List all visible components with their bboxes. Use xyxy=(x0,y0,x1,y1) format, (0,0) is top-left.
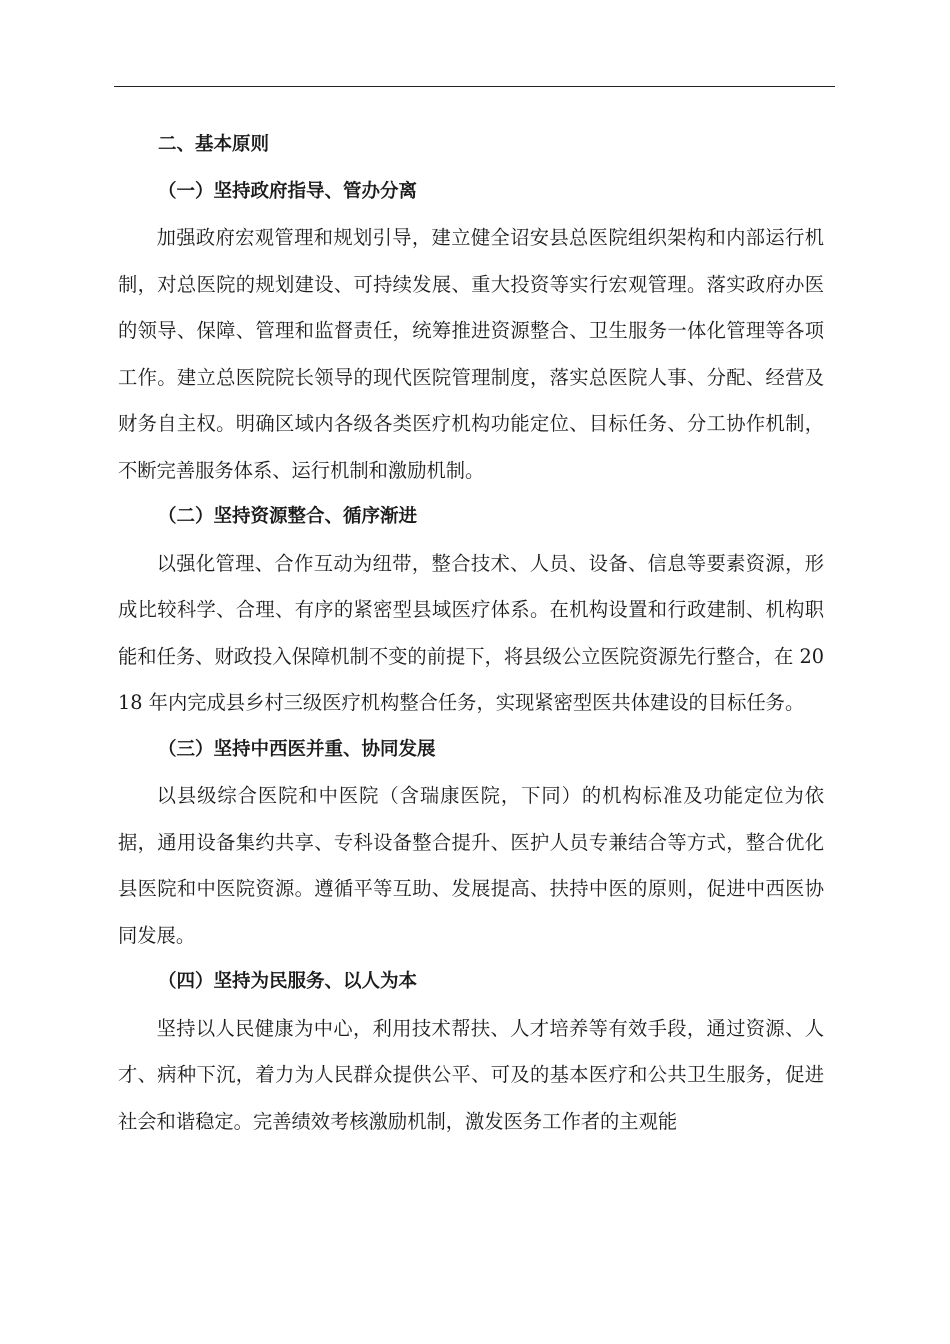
paragraph-3: 以县级综合医院和中医院（含瑞康医院，下同）的机构标准及功能定位为依据，通用设备集约共享、专科设备整合提升、医护人员专兼结合等方式，整合优化县医院和中医院资源。遵循平等互助、发展提高、扶持中医的原则，促进中西医协同发展。 xyxy=(118,784,824,947)
subsection-heading-2: （二）坚持资源整合、循序渐进 xyxy=(158,506,418,527)
paragraph-2: 以强化管理、合作互动为纽带，整合技术、人员、设备、信息等要素资源，形成比较科学、合理、有序的紧密型县域医疗体系。在机构设置和行政建制、机构职能和任务、财政投入保障机制不变的前提下，将县级公立医院资源先行整合，在 2018 年内完成县乡村三级医疗机构整合任务，实现紧密型医共体建设的目标任务。 xyxy=(118,551,824,714)
header-rule xyxy=(114,86,835,87)
paragraph-1: 加强政府宏观管理和规划引导，建立健全诏安县总医院组织架构和内部运行机制，对总医院的规划建设、可持续发展、重大投资等实行宏观管理。落实政府办医的领导、保障、管理和监督责任，统筹推进资源整合、卫生服务一体化管理等各项工作。建立总医院院长领导的现代医院管理制度，落实总医院人事、分配、经营及财务自主权。明确区域内各级各类医疗机构功能定位、目标任务、分工协作机制，不断完善服务体系、运行机制和激励机制。 xyxy=(118,226,824,482)
paragraph-4: 坚持以人民健康为中心，利用技术帮扶、人才培养等有效手段，通过资源、人才、病种下沉，着力为人民群众提供公平、可及的基本医疗和公共卫生服务，促进社会和谐稳定。完善绩效考核激励机制，激发医务工作者的主观能 xyxy=(118,1016,824,1133)
subsection-heading-3: （三）坚持中西医并重、协同发展 xyxy=(158,738,436,760)
subsection-heading-4: （四）坚持为民服务、以人为本 xyxy=(158,971,418,992)
section-title: 二、基本原则 xyxy=(158,134,270,155)
document-body xyxy=(118,122,824,1145)
subsection-heading-1: （一）坚持政府指导、管办分离 xyxy=(158,180,418,202)
